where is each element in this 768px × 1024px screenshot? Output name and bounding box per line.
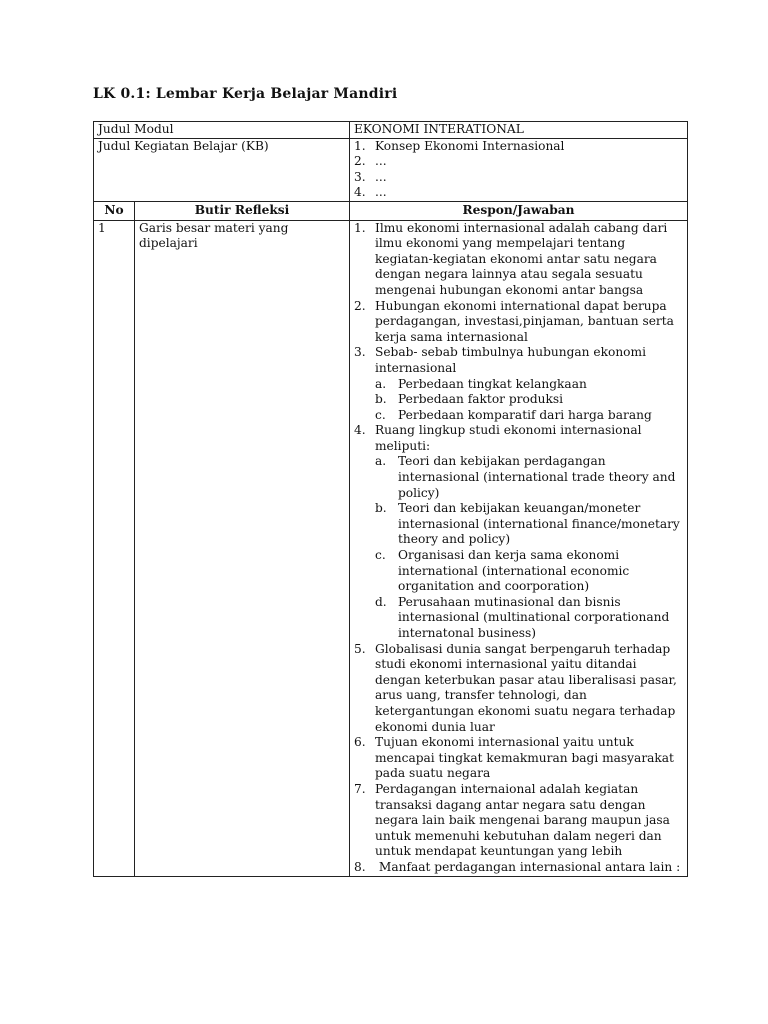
kb-list xyxy=(354,139,683,201)
kb-row xyxy=(94,138,688,201)
module-row xyxy=(94,122,688,139)
table-row xyxy=(94,220,688,876)
sub-item: a. Perbedaan tingkat kelangkaan xyxy=(375,376,587,391)
sub-item: c. Perbedaan komparatif dari harga barang xyxy=(375,407,652,422)
header-butir: Butir Refleksi xyxy=(135,201,350,220)
answer-item: 5. Globalisasi dunia sangat berpengaruh terhadap studi ekonomi internasional yaitu ditandai dengan keterbukan pasar atau liberalisasi pasar, arus uang, transfer tehnologi, dan ketergantungan ekonomi suatu negara terhadap ekonomi dunia luar xyxy=(354,641,677,734)
sub-item: d. Perusahaan mutinasional dan bisnis internasional (multinational corporationand internatonal business) xyxy=(375,594,670,640)
module-label: Judul Modul xyxy=(94,122,350,139)
sub-item: b. Teori dan kebijakan keuangan/moneter internasional (international finance/monetary theory and policy) xyxy=(375,501,680,547)
header-row xyxy=(94,201,688,220)
answer-item: 8. Manfaat perdagangan internasional antara lain : xyxy=(354,859,681,874)
module-value: EKONOMI INTERATIONAL xyxy=(350,122,688,139)
answer-item: 1. Ilmu ekonomi internasional adalah cabang dari ilmu ekonomi yang mempelajari tentang kegiatan-kegiatan ekonomi antar satu negara dengan negara lainnya atau segala sesuatu mengenai hubungan ekonomi antar bangsa xyxy=(354,220,668,297)
row-answer-cell xyxy=(350,220,688,876)
kb-item: 1. Konsep Ekonomi Internasional xyxy=(354,138,565,153)
row-butir: Garis besar materi yang dipelajari xyxy=(135,220,350,876)
sub-item: a. Teori dan kebijakan perdagangan internasional (international trade theory and policy) xyxy=(375,454,676,500)
answer-item: 2. Hubungan ekonomi international dapat berupa perdagangan, investasi,pinjaman, bantuan serta kerja sama internasional xyxy=(354,298,674,344)
sub-list xyxy=(375,377,683,424)
row-number: 1 xyxy=(94,220,135,876)
header-respon: Respon/Jawaban xyxy=(350,201,688,220)
answer-text: Ruang lingkup studi ekonomi internasional meliputi: xyxy=(375,423,642,453)
kb-item: 2. ... xyxy=(354,154,387,169)
answer-item: 3. Sebab- sebab timbulnya hubungan ekonomi internasional a. Perbedaan tingkat kelangkaan b. Perbedaan faktor produksi c. Perbedaan komparatif dari harga barang xyxy=(354,345,683,423)
answer-item: 4. Ruang lingkup studi ekonomi internasional meliputi: a. Teori dan kebijakan perdagangan internasional (international trade theory and policy) b. Teori dan kebijakan keuangan/moneter internasional (international finance/monetary theory and policy) c. Organisasi dan kerja sama ekonomi international (international economic organitation and coorporation) d. Perusahaan mutinasional dan bisnis internasional (multinational corporationand internatonal business) xyxy=(354,423,683,641)
answer-text: Sebab- sebab timbulnya hubungan ekonomi internasional xyxy=(375,345,646,375)
answer-list xyxy=(354,221,683,876)
worksheet-table xyxy=(93,121,688,877)
document-title: LK 0.1: Lembar Kerja Belajar Mandiri xyxy=(93,86,398,102)
sub-item: c. Organisasi dan kerja sama ekonomi international (international economic organitation and coorporation) xyxy=(375,548,630,594)
sub-item: b. Perbedaan faktor produksi xyxy=(375,392,564,407)
kb-item: 4. ... xyxy=(354,185,387,200)
kb-label: Judul Kegiatan Belajar (KB) xyxy=(94,138,350,201)
sub-list xyxy=(375,454,683,641)
header-no: No xyxy=(94,201,135,220)
answer-item: 6. Tujuan ekonomi internasional yaitu untuk mencapai tingkat kemakmuran bagi masyarakat pada suatu negara xyxy=(354,735,674,781)
answer-item: 7. Perdagangan internaional adalah kegiatan transaksi dagang antar negara satu dengan negara lain baik mengenai barang maupun jasa untuk memenuhi kebutuhan dalam negeri dan untuk mendapat keuntungan yang lebih xyxy=(354,781,670,859)
kb-list-cell xyxy=(350,138,688,201)
kb-item: 3. ... xyxy=(354,169,387,184)
